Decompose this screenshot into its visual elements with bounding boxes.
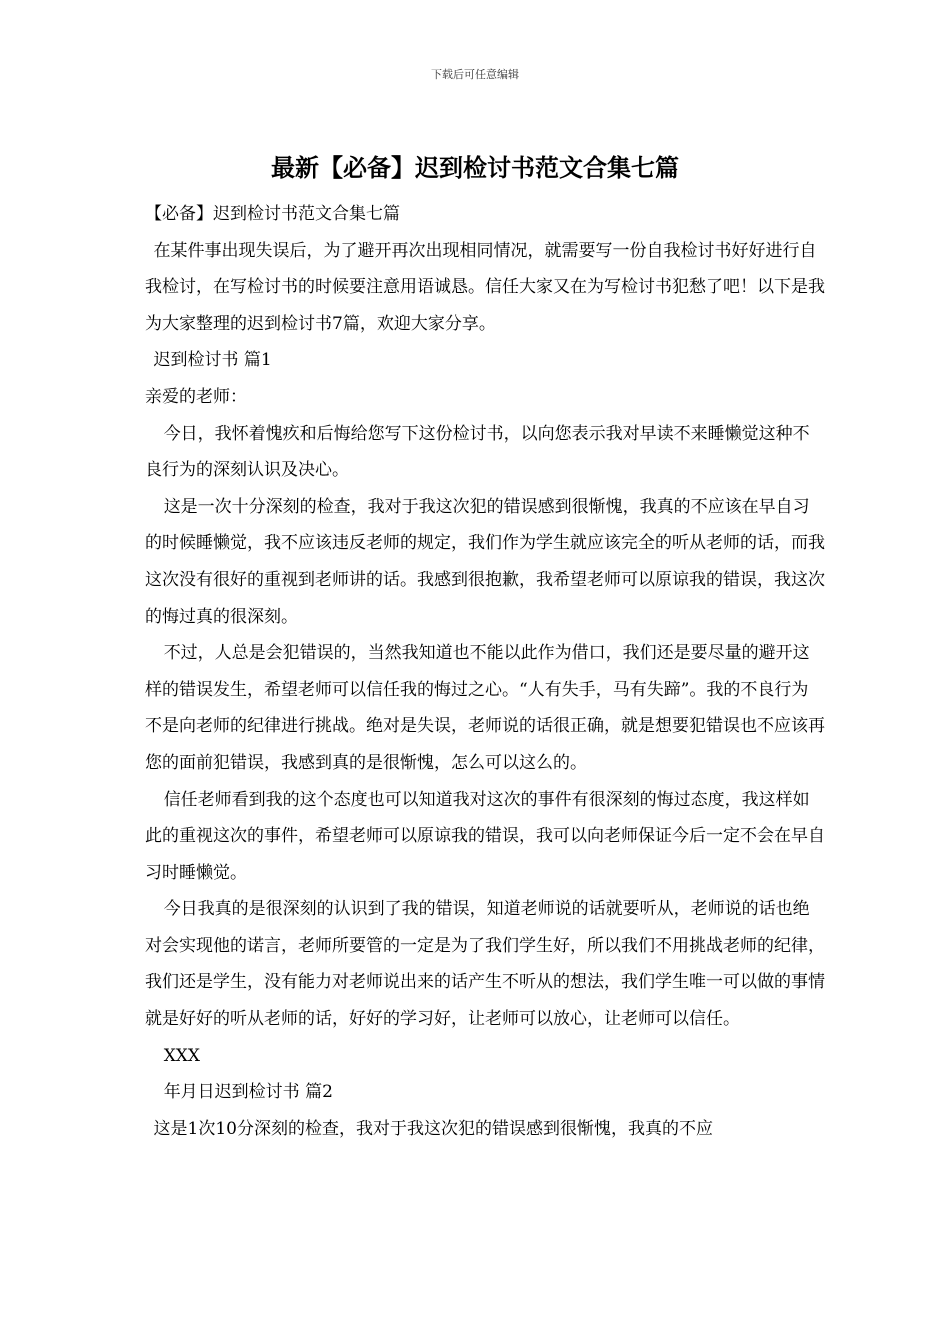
section-heading: 年月日迟到检讨书 篇2	[163, 1082, 333, 1103]
salutation: 亲爱的老师：	[145, 386, 247, 407]
section-heading: 迟到检讨书 篇1	[153, 350, 272, 371]
body-paragraph: 这是一次十分深刻的检查，我对于我这次犯的错误感到很惭愧，我真的不应该在早自习的时候睡懒觉，我不应该违反老师的规定，我们作为学生就应该完全的听从老师的话，而我这次没有很好的重视到老师讲的话。我感到很抱歉，我希望老师可以原谅我的错误，我这次的悔过真的很深刻。	[145, 496, 825, 627]
body-paragraph: 今日我真的是很深刻的认识到了我的错误，知道老师说的话就要听从，老师说的话也绝对会实现他的诺言，老师所要管的一定是为了我们学生好，所以我们不用挑战老师的纪律，我们还是学生，没有能力对老师说出来的话产生不听从的想法，我们学生唯一可以做的事情就是好好的听从老师的话，好好的学习好，让老师可以放心，让老师可以信任。	[145, 899, 825, 1030]
document-body	[145, 196, 825, 1147]
body-paragraph: 不过，人总是会犯错误的，当然我知道也不能以此作为借口，我们还是要尽量的避开这样的错误发生，希望老师可以信任我的悔过之心。“人有失手，马有失蹄”。我的不良行为不是向老师的纪律进行挑战。绝对是失误，老师说的话很正确，就是想要犯错误也不应该再您的面前犯错误，我感到真的是很惭愧，怎么可以这么的。	[145, 643, 825, 773]
body-paragraph: 这是1次10分深刻的检查，我对于我这次犯的错误感到很惭愧，我真的不应	[153, 1118, 713, 1139]
signature: XXX	[163, 1045, 200, 1066]
header-note: 下载后可任意编辑	[431, 68, 519, 81]
body-paragraph: 信任老师看到我的这个态度也可以知道我对这次的事件有很深刻的悔过态度，我这样如此的重视这次的事件，希望老师可以原谅我的错误，我可以向老师保证今后一定不会在早自习时睡懒觉。	[145, 789, 825, 883]
body-paragraph: 今日，我怀着愧疚和后悔给您写下这份检讨书，以向您表示我对早读不来睡懒觉这种不良行为的深刻认识及决心。	[145, 423, 810, 481]
document-title: 最新【必备】迟到检讨书范文合集七篇	[271, 153, 679, 182]
intro-paragraph: 在某件事出现失误后，为了避开再次出现相同情况，就需要写一份自我检讨书好好进行自我检讨，在写检讨书的时候要注意用语诚恳。信任大家又在为写检讨书犯愁了吧！以下是我为大家整理的迟到检讨书7篇，欢迎大家分享。	[145, 240, 825, 334]
subtitle-paragraph: 【必备】迟到检讨书范文合集七篇	[145, 204, 400, 224]
